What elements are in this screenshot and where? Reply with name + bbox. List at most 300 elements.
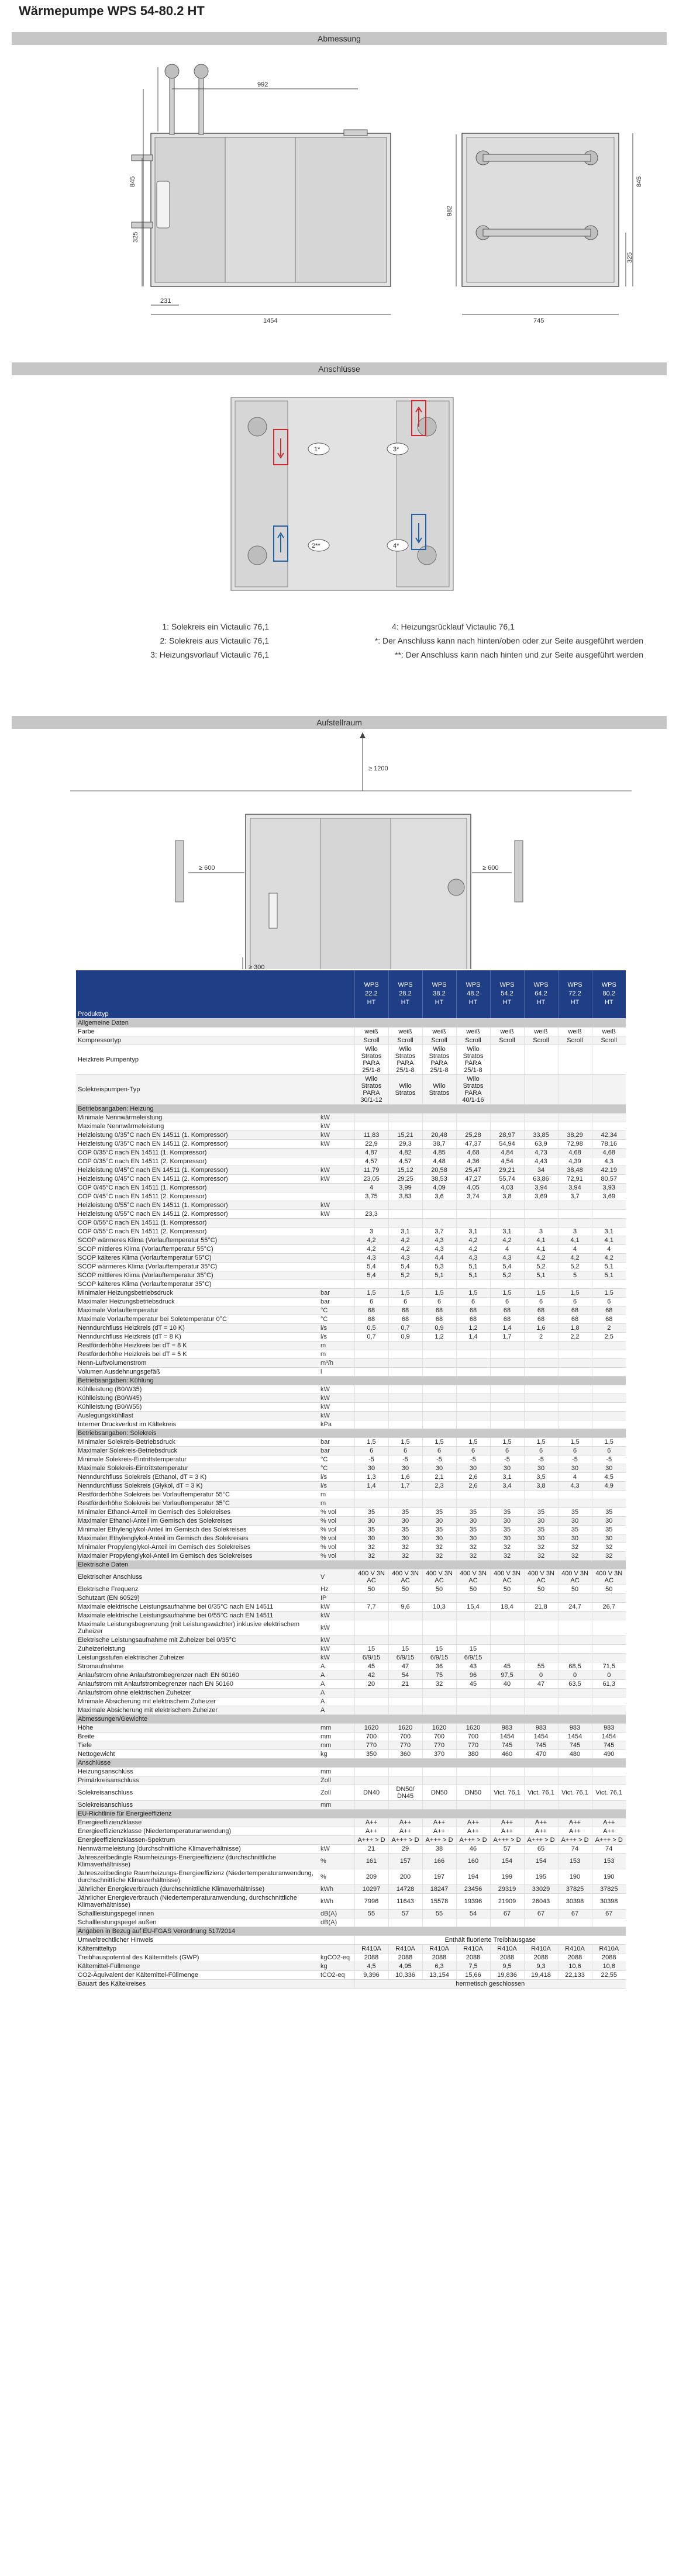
cell-value bbox=[456, 1420, 490, 1429]
table-row bbox=[76, 1332, 626, 1341]
table-row bbox=[76, 1534, 626, 1543]
row-label: Minimale Absicherung mit elektrischem Zuheizer bbox=[76, 1697, 319, 1706]
cell-value: 490 bbox=[592, 1749, 626, 1758]
row-unit: kW bbox=[319, 1402, 354, 1411]
cell-value: 35 bbox=[524, 1507, 558, 1516]
cell-value: 400 V 3N AC bbox=[422, 1569, 456, 1585]
row-unit: V bbox=[319, 1569, 354, 1585]
cell-value bbox=[354, 1113, 388, 1122]
row-label: Maximale Vorlauftemperatur bei Soletemperatur 0°C bbox=[76, 1315, 319, 1323]
cell-value bbox=[354, 1420, 388, 1429]
cell-value bbox=[490, 1280, 524, 1288]
row-label: COP 0/55°C nach EN 14511 (1. Kompressor) bbox=[76, 1218, 319, 1227]
cell-value bbox=[592, 1074, 626, 1104]
cell-value: 3,74 bbox=[456, 1192, 490, 1201]
cell-value: 37825 bbox=[592, 1885, 626, 1893]
cell-value: 15 bbox=[422, 1644, 456, 1653]
cell-value: 30 bbox=[354, 1464, 388, 1472]
cell-value: 55 bbox=[422, 1909, 456, 1918]
cell-value bbox=[354, 1341, 388, 1350]
cell-value bbox=[354, 1499, 388, 1507]
cell-value: 32 bbox=[354, 1551, 388, 1560]
cell-value bbox=[524, 1122, 558, 1130]
table-row bbox=[76, 1113, 626, 1122]
row-unit: kPa bbox=[319, 1420, 354, 1429]
cell-value: 4,57 bbox=[388, 1157, 422, 1166]
cell-value: 10297 bbox=[354, 1885, 388, 1893]
row-unit: kW bbox=[319, 1209, 354, 1218]
cell-value bbox=[558, 1918, 592, 1927]
section-row bbox=[76, 1376, 626, 1385]
dim-231: 231 bbox=[160, 298, 171, 305]
cell-value: 50 bbox=[422, 1585, 456, 1593]
cell-value bbox=[456, 1122, 490, 1130]
cell-value: 4,09 bbox=[422, 1183, 456, 1192]
cell-value: Wilo Stratos PARA 30/1-12 bbox=[354, 1074, 388, 1104]
cell-value: 5,1 bbox=[592, 1271, 626, 1280]
cell-value: -5 bbox=[592, 1455, 626, 1464]
cell-value: Scroll bbox=[490, 1036, 524, 1045]
cell-value: 9,3 bbox=[524, 1962, 558, 1970]
cell-value bbox=[592, 1045, 626, 1074]
cell-value: 2,3 bbox=[422, 1481, 456, 1490]
row-label: Treibhauspotential des Kältemittels (GWP) bbox=[76, 1953, 319, 1962]
cell-value: A++ bbox=[422, 1818, 456, 1827]
row-label: Heizleistung 0/45°C nach EN 14511 (1. Kompressor) bbox=[76, 1166, 319, 1174]
cell-value: 4,95 bbox=[388, 1962, 422, 1970]
cell-value bbox=[456, 1350, 490, 1358]
cell-value: 22,9 bbox=[354, 1139, 388, 1148]
table-row bbox=[76, 1697, 626, 1706]
row-label: Nettogewicht bbox=[76, 1749, 319, 1758]
cell-value: A++ bbox=[524, 1818, 558, 1827]
cell-value: 14728 bbox=[388, 1885, 422, 1893]
cell-value: Vict. 76,1 bbox=[592, 1785, 626, 1800]
cell-value: 4,2 bbox=[558, 1253, 592, 1262]
cell-value: 6 bbox=[388, 1446, 422, 1455]
row-unit: kW bbox=[319, 1844, 354, 1853]
cell-value: 2088 bbox=[524, 1953, 558, 1962]
cell-value bbox=[354, 1593, 388, 1602]
section-bar-installation-room: Aufstellraum bbox=[12, 716, 667, 729]
table-row bbox=[76, 1893, 626, 1909]
cell-value: 30 bbox=[524, 1464, 558, 1472]
cell-value bbox=[388, 1280, 422, 1288]
cell-value: A+++ > D bbox=[354, 1835, 388, 1844]
cell-value: 745 bbox=[558, 1741, 592, 1749]
table-header-row bbox=[76, 970, 626, 1018]
cell-value bbox=[388, 1402, 422, 1411]
cell-value: A+++ > D bbox=[558, 1835, 592, 1844]
row-label: Kühlleistung (B0/W55) bbox=[76, 1402, 319, 1411]
cell-value: 43 bbox=[456, 1662, 490, 1671]
cell-value: 4,39 bbox=[558, 1157, 592, 1166]
cell-value: 30 bbox=[388, 1534, 422, 1543]
cell-value bbox=[558, 1706, 592, 1714]
cell-value bbox=[422, 1402, 456, 1411]
cell-value bbox=[388, 1706, 422, 1714]
cell-value: 5,1 bbox=[524, 1271, 558, 1280]
cell-value: 35 bbox=[558, 1525, 592, 1534]
cell-value: 6/9/15 bbox=[354, 1653, 388, 1662]
cell-value: 32 bbox=[456, 1551, 490, 1560]
table-row bbox=[76, 1732, 626, 1741]
row-label: Nennwärmeleistung (durchschnittliche Klimaverhältnisse) bbox=[76, 1844, 319, 1853]
cell-value: 7996 bbox=[354, 1893, 388, 1909]
cell-value bbox=[388, 1767, 422, 1776]
cell-value bbox=[524, 1209, 558, 1218]
row-unit: kW bbox=[319, 1201, 354, 1209]
cell-value: 74 bbox=[592, 1844, 626, 1853]
cell-value: 42 bbox=[354, 1671, 388, 1679]
row-unit: kWh bbox=[319, 1893, 354, 1909]
cell-value bbox=[592, 1767, 626, 1776]
cell-value: 40 bbox=[490, 1679, 524, 1688]
cell-value: 30 bbox=[490, 1516, 524, 1525]
table-row bbox=[76, 1394, 626, 1402]
row-unit: mm bbox=[319, 1767, 354, 1776]
cell-value: 3,99 bbox=[388, 1183, 422, 1192]
cell-value: 1454 bbox=[558, 1732, 592, 1741]
cell-value: 30 bbox=[456, 1464, 490, 1472]
row-unit: dB(A) bbox=[319, 1909, 354, 1918]
cell-value: 0,9 bbox=[422, 1323, 456, 1332]
cell-value bbox=[456, 1209, 490, 1218]
cell-value: 3,7 bbox=[422, 1227, 456, 1236]
cell-value bbox=[558, 1358, 592, 1367]
cell-value: 26,7 bbox=[592, 1602, 626, 1611]
row-label: Maximale elektrische Leistungsaufnahme bei 0/35°C nach EN 14511 bbox=[76, 1602, 319, 1611]
cell-value: 190 bbox=[592, 1869, 626, 1885]
cell-value bbox=[524, 1776, 558, 1785]
cell-value: 68 bbox=[592, 1315, 626, 1323]
cell-value: A++ bbox=[388, 1818, 422, 1827]
cell-value bbox=[592, 1688, 626, 1697]
table-row bbox=[76, 1835, 626, 1844]
section-row bbox=[76, 1927, 626, 1935]
cell-value: 68 bbox=[354, 1315, 388, 1323]
cell-value bbox=[592, 1635, 626, 1644]
row-label: Nenn-Luftvolumenstrom bbox=[76, 1358, 319, 1367]
cell-value: 34 bbox=[524, 1166, 558, 1174]
row-unit bbox=[319, 1236, 354, 1244]
cell-value: 68 bbox=[456, 1306, 490, 1315]
cell-value: 4,68 bbox=[558, 1148, 592, 1157]
cell-value: 45 bbox=[490, 1662, 524, 1671]
cell-value bbox=[422, 1593, 456, 1602]
cell-value: 470 bbox=[524, 1749, 558, 1758]
row-label: Minimale Nennwärmeleistung bbox=[76, 1113, 319, 1122]
cell-value: 4,3 bbox=[592, 1157, 626, 1166]
cell-value bbox=[456, 1688, 490, 1697]
row-label: COP 0/35°C nach EN 14511 (1. Kompressor) bbox=[76, 1148, 319, 1157]
cell-value: 983 bbox=[592, 1723, 626, 1732]
cell-value: 57 bbox=[490, 1844, 524, 1853]
cell-value: 4,3 bbox=[456, 1253, 490, 1262]
cell-value: 30 bbox=[592, 1516, 626, 1525]
row-unit: kg bbox=[319, 1749, 354, 1758]
cell-value: Wilo Stratos PARA 25/1-8 bbox=[456, 1045, 490, 1074]
row-unit bbox=[319, 1253, 354, 1262]
cell-value bbox=[388, 1394, 422, 1402]
cell-value bbox=[456, 1402, 490, 1411]
connection-drawing bbox=[0, 380, 686, 602]
cell-value: 55 bbox=[524, 1662, 558, 1671]
table-row bbox=[76, 1800, 626, 1809]
table-row bbox=[76, 1776, 626, 1785]
cell-value: 67 bbox=[490, 1909, 524, 1918]
cell-value bbox=[456, 1800, 490, 1809]
legend-item: 3: Heizungsvorlauf Victaulic 76,1 bbox=[150, 650, 269, 659]
cell-value: 197 bbox=[422, 1869, 456, 1885]
cell-value: 3,1 bbox=[456, 1227, 490, 1236]
cell-value: A++ bbox=[558, 1827, 592, 1835]
cell-value: DN50/ DN45 bbox=[388, 1785, 422, 1800]
table-row bbox=[76, 1490, 626, 1499]
cell-value bbox=[490, 1358, 524, 1367]
cell-value: 35 bbox=[524, 1525, 558, 1534]
conn-label-3: 3* bbox=[393, 446, 399, 453]
table-row bbox=[76, 1244, 626, 1253]
cell-value bbox=[592, 1113, 626, 1122]
table-row bbox=[76, 1218, 626, 1227]
cell-value: R410A bbox=[524, 1944, 558, 1953]
cell-value: 400 V 3N AC bbox=[354, 1569, 388, 1585]
cell-value bbox=[558, 1045, 592, 1074]
cell-value bbox=[354, 1218, 388, 1227]
cell-value bbox=[490, 1767, 524, 1776]
cell-value: 7,5 bbox=[456, 1962, 490, 1970]
cell-value: 33,85 bbox=[524, 1130, 558, 1139]
table-row bbox=[76, 1280, 626, 1288]
cell-value: 68 bbox=[422, 1306, 456, 1315]
section-title: Allgemeine Daten bbox=[76, 1018, 626, 1027]
cell-value bbox=[354, 1800, 388, 1809]
cell-value bbox=[354, 1358, 388, 1367]
table-row bbox=[76, 1611, 626, 1620]
cell-value: 3,94 bbox=[558, 1183, 592, 1192]
table-row bbox=[76, 1027, 626, 1036]
cell-value bbox=[422, 1209, 456, 1218]
cell-value: 10,336 bbox=[388, 1970, 422, 1979]
cell-value: -5 bbox=[422, 1455, 456, 1464]
cell-value: 9,6 bbox=[388, 1602, 422, 1611]
table-row bbox=[76, 1227, 626, 1236]
cell-value: 1,2 bbox=[456, 1323, 490, 1332]
table-row bbox=[76, 1402, 626, 1411]
table-row bbox=[76, 1271, 626, 1280]
row-label: Maximale Leistungsbegrenzung (mit Leistungswächter) inklusive elektrischem Zuheizer bbox=[76, 1620, 319, 1635]
cell-value bbox=[524, 1341, 558, 1350]
cell-value: 6 bbox=[592, 1446, 626, 1455]
cell-value: 47,37 bbox=[456, 1139, 490, 1148]
cell-value: 30 bbox=[592, 1534, 626, 1543]
cell-value bbox=[490, 1688, 524, 1697]
table-row bbox=[76, 1288, 626, 1297]
row-unit: l/s bbox=[319, 1472, 354, 1481]
cell-value bbox=[422, 1350, 456, 1358]
clearance-left: ≥ 600 bbox=[199, 865, 215, 872]
row-label: Stromaufnahme bbox=[76, 1662, 319, 1671]
cell-value: A++ bbox=[422, 1827, 456, 1835]
row-unit bbox=[319, 1192, 354, 1201]
section-title: Elektrische Daten bbox=[76, 1560, 626, 1569]
cell-value: 400 V 3N AC bbox=[490, 1569, 524, 1585]
row-unit: l/s bbox=[319, 1332, 354, 1341]
cell-value bbox=[592, 1420, 626, 1429]
cell-value bbox=[388, 1341, 422, 1350]
cell-value: 30 bbox=[592, 1464, 626, 1472]
dim-325: 325 bbox=[132, 231, 139, 243]
row-unit: A bbox=[319, 1671, 354, 1679]
cell-value bbox=[524, 1358, 558, 1367]
row-unit: Hz bbox=[319, 1585, 354, 1593]
cell-value bbox=[524, 1918, 558, 1927]
legend-item: 2: Solekreis aus Victaulic 76,1 bbox=[160, 636, 269, 645]
section-title: Angaben in Bezug auf EU-FGAS Verordnung 517/2014 bbox=[76, 1927, 626, 1935]
cell-value: 45 bbox=[354, 1662, 388, 1671]
table-row bbox=[76, 1420, 626, 1429]
row-label: Jahreszeitbedingte Raumheizungs-Energieeffizienz (Niedertemperaturanwendung, durchschnittliche Klimaverhältnisse) bbox=[76, 1869, 319, 1885]
cell-value: 35 bbox=[592, 1507, 626, 1516]
cell-value bbox=[456, 1767, 490, 1776]
cell-value: 400 V 3N AC bbox=[558, 1569, 592, 1585]
cell-value: 30 bbox=[354, 1516, 388, 1525]
cell-value bbox=[456, 1358, 490, 1367]
cell-value: 700 bbox=[388, 1732, 422, 1741]
cell-value: 46 bbox=[456, 1844, 490, 1853]
cell-value bbox=[354, 1620, 388, 1635]
cell-value: weiß bbox=[524, 1027, 558, 1036]
cell-value bbox=[422, 1688, 456, 1697]
cell-value: 5 bbox=[558, 1271, 592, 1280]
cell-value: 4,54 bbox=[490, 1157, 524, 1166]
cell-value bbox=[592, 1209, 626, 1218]
cell-value bbox=[490, 1635, 524, 1644]
cell-value: 700 bbox=[354, 1732, 388, 1741]
row-unit: mm bbox=[319, 1800, 354, 1809]
row-unit: °C bbox=[319, 1306, 354, 1315]
cell-value: 45 bbox=[456, 1679, 490, 1688]
cell-value: 3,1 bbox=[490, 1227, 524, 1236]
cell-value: 4,9 bbox=[592, 1481, 626, 1490]
cell-value bbox=[524, 1074, 558, 1104]
model-header: WPS 72.2 HT bbox=[558, 970, 592, 1018]
cell-value: 6 bbox=[388, 1297, 422, 1306]
row-label: Höhe bbox=[76, 1723, 319, 1732]
cell-value: 1620 bbox=[456, 1723, 490, 1732]
cell-value bbox=[490, 1918, 524, 1927]
row-unit: l/s bbox=[319, 1481, 354, 1490]
row-unit: bar bbox=[319, 1288, 354, 1297]
cell-value: 35 bbox=[558, 1507, 592, 1516]
cell-value: 360 bbox=[388, 1749, 422, 1758]
cell-value: 3 bbox=[558, 1227, 592, 1236]
cell-value: 1,4 bbox=[490, 1323, 524, 1332]
table-row bbox=[76, 1635, 626, 1644]
cell-value: 4,82 bbox=[388, 1148, 422, 1157]
cell-value: 61,3 bbox=[592, 1679, 626, 1688]
cell-value: 35 bbox=[490, 1525, 524, 1534]
cell-value: 4,03 bbox=[490, 1183, 524, 1192]
cell-value bbox=[456, 1411, 490, 1420]
row-unit: % bbox=[319, 1869, 354, 1885]
table-row bbox=[76, 1358, 626, 1367]
row-label: Energieeffizienzklasse (Niedertemperaturanwendung) bbox=[76, 1827, 319, 1835]
cell-value bbox=[558, 1367, 592, 1376]
row-label: SCOP kälteres Klima (Vorlauftemperatur 35°C) bbox=[76, 1280, 319, 1288]
cell-value: 35 bbox=[354, 1507, 388, 1516]
cell-value: 37825 bbox=[558, 1885, 592, 1893]
cell-value: 4,3 bbox=[490, 1253, 524, 1262]
cell-value bbox=[354, 1367, 388, 1376]
cell-value: 1,5 bbox=[524, 1437, 558, 1446]
row-unit: % vol bbox=[319, 1551, 354, 1560]
row-label: Kältemitteltyp bbox=[76, 1944, 319, 1953]
cell-value: 6 bbox=[524, 1446, 558, 1455]
cell-value bbox=[558, 1341, 592, 1350]
row-label: Leistungsstufen elektrischer Zuheizer bbox=[76, 1653, 319, 1662]
cell-value: 1,5 bbox=[592, 1288, 626, 1297]
cell-value: Wilo Stratos bbox=[422, 1074, 456, 1104]
table-row bbox=[76, 1183, 626, 1192]
table-row bbox=[76, 1979, 626, 1988]
cell-value: 19396 bbox=[456, 1893, 490, 1909]
cell-value bbox=[592, 1394, 626, 1402]
section-row bbox=[76, 1104, 626, 1113]
cell-value: 63,9 bbox=[524, 1139, 558, 1148]
cell-value: 10,3 bbox=[422, 1602, 456, 1611]
cell-value bbox=[388, 1918, 422, 1927]
row-label: Zuheizerleistung bbox=[76, 1644, 319, 1653]
cell-value: 10,6 bbox=[558, 1962, 592, 1970]
cell-value: Wilo Stratos PARA 40/1-16 bbox=[456, 1074, 490, 1104]
cell-value: 2088 bbox=[354, 1953, 388, 1962]
cell-value bbox=[354, 1918, 388, 1927]
cell-value: 54,94 bbox=[490, 1139, 524, 1148]
cell-value: 2088 bbox=[456, 1953, 490, 1962]
cell-value bbox=[456, 1490, 490, 1499]
cell-value bbox=[354, 1767, 388, 1776]
cell-value: 6 bbox=[592, 1297, 626, 1306]
cell-value: 38 bbox=[422, 1844, 456, 1853]
cell-value: 4,1 bbox=[592, 1236, 626, 1244]
cell-value: 30 bbox=[524, 1516, 558, 1525]
cell-value: A++ bbox=[592, 1827, 626, 1835]
cell-value bbox=[456, 1776, 490, 1785]
cell-value bbox=[456, 1697, 490, 1706]
row-unit: kWh bbox=[319, 1885, 354, 1893]
row-unit: kW bbox=[319, 1635, 354, 1644]
cell-value: 0,7 bbox=[354, 1332, 388, 1341]
cell-value: 4 bbox=[592, 1244, 626, 1253]
cell-value: 21 bbox=[388, 1679, 422, 1688]
cell-value: 4,87 bbox=[354, 1148, 388, 1157]
table-row bbox=[76, 1909, 626, 1918]
cell-value: 745 bbox=[592, 1741, 626, 1749]
row-unit: Zoll bbox=[319, 1776, 354, 1785]
cell-value bbox=[592, 1653, 626, 1662]
row-unit: kW bbox=[319, 1139, 354, 1148]
table-row bbox=[76, 1122, 626, 1130]
cell-value bbox=[592, 1402, 626, 1411]
cell-value bbox=[558, 1201, 592, 1209]
cell-value: 2,1 bbox=[422, 1472, 456, 1481]
cell-value: 38,48 bbox=[558, 1166, 592, 1174]
cell-value: 67 bbox=[592, 1909, 626, 1918]
row-unit: % vol bbox=[319, 1534, 354, 1543]
cell-value bbox=[592, 1201, 626, 1209]
